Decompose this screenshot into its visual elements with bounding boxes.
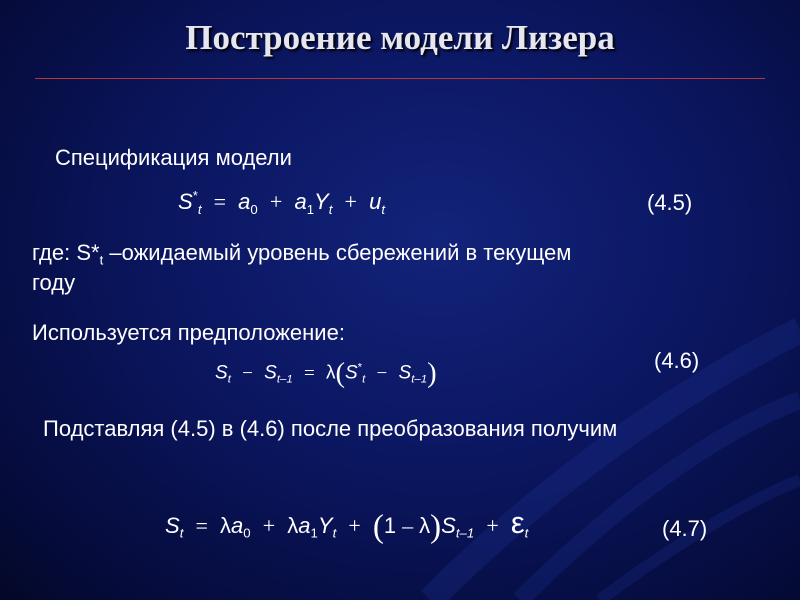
substitution-text: Подставляя (4.5) в (4.6) после преобразования получим xyxy=(43,416,618,441)
equation-number-4-7: (4.7) xyxy=(662,516,708,541)
spec-label: Спецификация модели xyxy=(55,145,292,170)
assumption-label: Используется предположение: xyxy=(32,320,345,345)
equation-4-5: $S^*_t = a_0 + a_1Y_t + u_t$ xyxy=(178,188,385,217)
equation-4-7: $S_t = \lambda a_0 + \lambda a_1Y_t + (1 - \lambda)S_{t-1} + \varepsilon_t$ xyxy=(165,505,529,545)
title-divider xyxy=(35,78,765,79)
slide-title: Построение модели Лизера xyxy=(185,18,615,57)
equation-number-4-5: (4.5) xyxy=(647,190,693,215)
definition-line-2: году xyxy=(32,270,76,295)
equation-4-6: $S_t - S_{t-1} = \lambda(S^*_t - S_{t-1})$ xyxy=(215,358,437,389)
equation-number-4-6: (4.6) xyxy=(654,348,700,373)
definition-line-1: где: $S*_t$ –ожидаемый уровень сбережений в текущем xyxy=(32,240,572,268)
